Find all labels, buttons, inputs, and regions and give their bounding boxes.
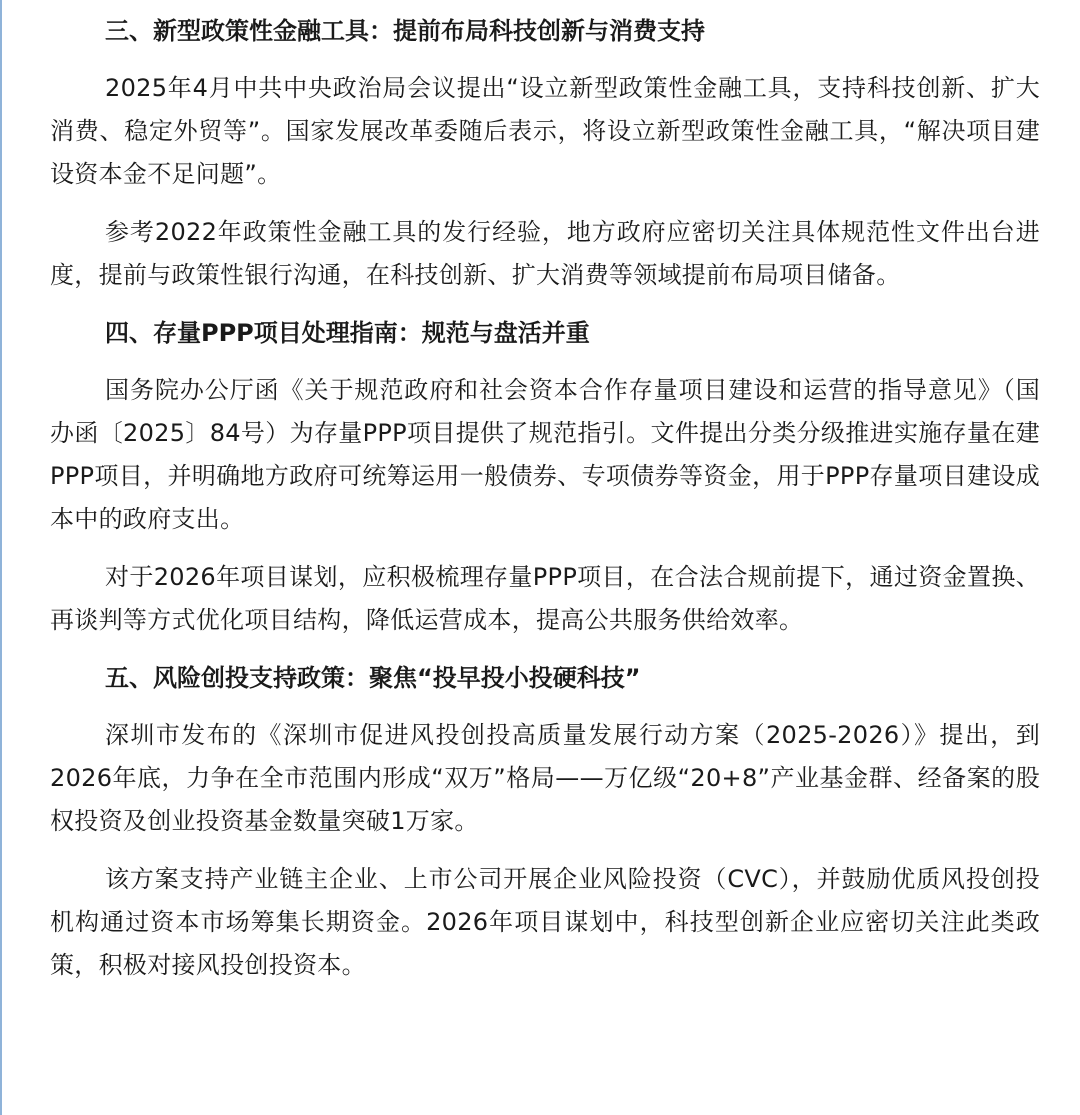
paragraph: 对于2026年项目谋划，应积极梳理存量PPP项目，在合法合规前提下，通过资金置换、再谈判等方式优化项目结构，降低运营成本，提高公共服务供给效率。 — [50, 563, 1040, 634]
paragraph: 2025年4月中共中央政治局会议提出“设立新型政策性金融工具，支持科技创新、扩大消费、稳定外贸等”。国家发展改革委随后表示，将设立新型政策性金融工具，“解决项目建设资本金不足问题”。 — [50, 74, 1040, 188]
section-ppp-projects — [50, 312, 1040, 642]
paragraph: 国务院办公厅函《关于规范政府和社会资本合作存量项目建设和运营的指导意见》（国办函〔2025〕84号）为存量PPP项目提供了规范指引。文件提出分类分级推进实施存量在建PPP项目，并明确地方政府可统筹运用一般债券、专项债券等资金，用于PPP存量项目建设成本中的政府支出。 — [50, 376, 1040, 533]
section-new-policy-finance-tools — [50, 10, 1040, 297]
section-heading: 三、新型政策性金融工具：提前布局科技创新与消费支持 — [105, 17, 705, 45]
article-body — [50, 10, 1040, 1002]
section-venture-capital-policy — [50, 657, 1040, 987]
paragraph: 该方案支持产业链主企业、上市公司开展企业风险投资（CVC），并鼓励优质风投创投机构通过资本市场筹集长期资金。2026年项目谋划中，科技型创新企业应密切关注此类政策，积极对接风投创投资本。 — [50, 865, 1040, 979]
paragraph: 深圳市发布的《深圳市促进风投创投高质量发展行动方案（2025-2026）》提出，到2026年底，力争在全市范围内形成“双万”格局——万亿级“20+8”产业基金群、经备案的股权投资及创业投资基金数量突破1万家。 — [50, 721, 1040, 835]
section-heading: 五、风险创投支持政策：聚焦“投早投小投硬科技” — [105, 664, 641, 692]
paragraph: 参考2022年政策性金融工具的发行经验，地方政府应密切关注具体规范性文件出台进度，提前与政策性银行沟通，在科技创新、扩大消费等领域提前布局项目储备。 — [50, 218, 1040, 289]
section-heading: 四、存量PPP项目处理指南：规范与盘活并重 — [105, 319, 590, 347]
